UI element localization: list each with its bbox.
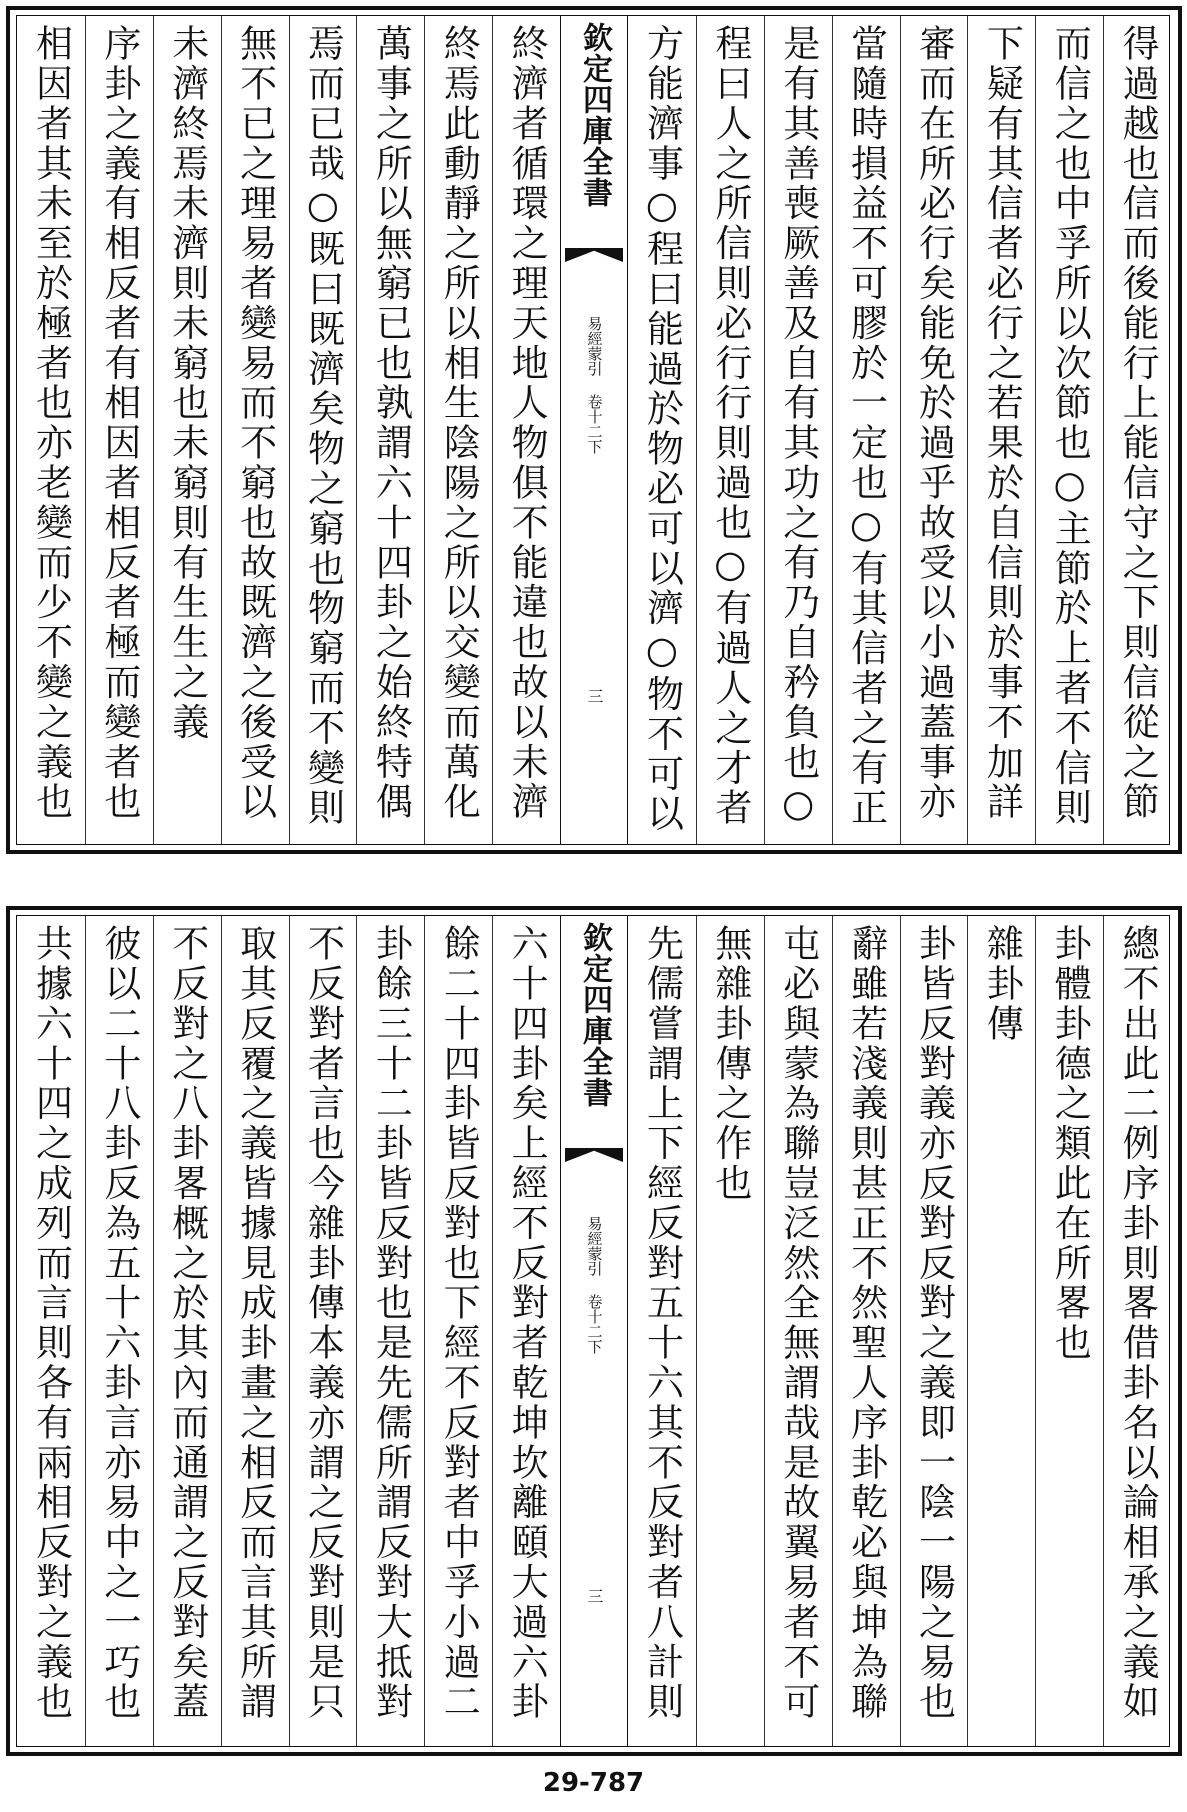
column-text: 終焉此動靜之所以相生陰陽之所以交變而萬化	[437, 24, 481, 822]
center-margin	[560, 916, 628, 1746]
text-column	[221, 916, 289, 1746]
column-text: 屯必與蒙為聯豈泛然全無謂哉是故翼易者不可	[776, 924, 820, 1722]
text-column	[356, 916, 424, 1746]
text-block	[16, 915, 1170, 1747]
column-text: 而信之也中孚所以次節也○主節於上者不信則	[1048, 24, 1092, 828]
column-text: 程曰人之所信則必行行則過也○有過人之才者	[708, 24, 752, 828]
text-column	[696, 916, 764, 1746]
text-column	[85, 16, 153, 844]
text-column	[764, 16, 832, 844]
column-text: 不反對之八卦畧概之於其內而通謂之反對矣蓋	[165, 924, 209, 1722]
fishtail-mark	[565, 248, 623, 262]
upper-page	[0, 6, 1187, 854]
column-text: 辭雖若淺義則甚正不然聖人序卦乾必與坤為聯	[844, 924, 888, 1722]
column-text: 總不出此二例序卦則畧借卦名以論相承之義如	[1116, 924, 1160, 1722]
column-text: 未濟終焉未濟則未窮也未窮則有生生之義	[165, 24, 209, 743]
center-margin	[560, 16, 628, 844]
text-column	[424, 916, 492, 1746]
text-column	[900, 16, 968, 844]
column-text: 焉而已哉○既曰既濟矣物之窮也物窮而不變則	[301, 24, 345, 828]
text-column	[153, 16, 221, 844]
leaf-number: 三	[585, 688, 604, 704]
column-text: 卦體卦德之類此在所畧也	[1048, 924, 1092, 1363]
book-title: 欽定四庫全書	[577, 22, 612, 208]
text-column	[832, 916, 900, 1746]
text-column	[832, 16, 900, 844]
text-column	[967, 16, 1035, 844]
column-text: 六十四卦矣上經不反對者乾坤坎離頤大過六卦	[505, 924, 549, 1722]
text-column	[900, 916, 968, 1746]
column-text: 下疑有其信者必行之若果於自信則於事不加詳	[980, 24, 1024, 822]
page-number: 29-787	[542, 1768, 645, 1798]
text-column	[1103, 916, 1171, 1746]
column-text: 雜卦傳	[980, 924, 1024, 1044]
text-column	[1103, 16, 1171, 844]
column-text: 方能濟事○程曰能過於物必可以濟○物不可以	[640, 24, 684, 834]
text-column	[696, 16, 764, 844]
column-text: 得過越也信而後能行上能信守之下則信從之節	[1116, 24, 1160, 822]
lower-page	[0, 906, 1187, 1756]
column-text: 共據六十四之成列而言則各有兩相反對之義也	[29, 924, 73, 1722]
text-column	[1035, 916, 1103, 1746]
leaf-number: 三	[585, 1588, 604, 1604]
column-text: 不反對者言也今雜卦傳本義亦謂之反對則是只	[301, 924, 345, 1722]
text-column	[356, 16, 424, 844]
column-text: 當隨時損益不可膠於一定也○有其信者之有正	[844, 24, 888, 828]
text-column	[17, 16, 85, 844]
column-text: 卦餘三十二卦皆反對也是先儒所謂反對大抵對	[369, 924, 413, 1722]
text-column	[17, 916, 85, 1746]
text-column	[628, 916, 696, 1746]
text-column	[289, 16, 357, 844]
column-text: 先儒嘗謂上下經反對五十六其不反對者八計則	[640, 924, 684, 1722]
column-text: 是有其善喪厥善及自有其功之有乃自矜負也○	[776, 24, 820, 828]
column-text: 卦皆反對義亦反對反對之義即一陰一陽之易也	[912, 924, 956, 1722]
column-text: 彼以二十八卦反為五十六卦言亦易中之一巧也	[97, 924, 141, 1722]
column-text: 取其反覆之義皆據見成卦畫之相反而言其所謂	[233, 924, 277, 1722]
text-column	[153, 916, 221, 1746]
text-block	[16, 15, 1170, 845]
fishtail-mark	[565, 1148, 623, 1162]
text-column	[424, 16, 492, 844]
text-column	[492, 916, 560, 1746]
text-column	[1035, 16, 1103, 844]
column-text: 終濟者循環之理天地人物俱不能違也故以未濟	[505, 24, 549, 822]
text-column	[967, 916, 1035, 1746]
column-text: 相因者其未至於極者也亦老變而少不變之義也	[29, 24, 73, 822]
text-column	[85, 916, 153, 1746]
column-text: 無不已之理易者變易而不窮也故既濟之後受以	[233, 24, 277, 822]
column-text: 萬事之所以無窮已也孰謂六十四卦之始終特偶	[369, 24, 413, 822]
volume-label: 易經蒙引 卷十二下	[585, 316, 604, 454]
text-column	[764, 916, 832, 1746]
column-text: 無雜卦傳之作也	[708, 924, 752, 1204]
text-column	[628, 16, 696, 844]
text-column	[221, 16, 289, 844]
volume-label: 易經蒙引 卷十二下	[585, 1216, 604, 1354]
column-text: 餘二十四卦皆反對也下經不反對者中孚小過二	[437, 924, 481, 1722]
book-title: 欽定四庫全書	[577, 922, 612, 1108]
column-text: 序卦之義有相反者有相因者相反者極而變者也	[97, 24, 141, 822]
text-column	[289, 916, 357, 1746]
column-text: 審而在所必行矣能免於過乎故受以小過蓋事亦	[912, 24, 956, 822]
text-column	[492, 16, 560, 844]
